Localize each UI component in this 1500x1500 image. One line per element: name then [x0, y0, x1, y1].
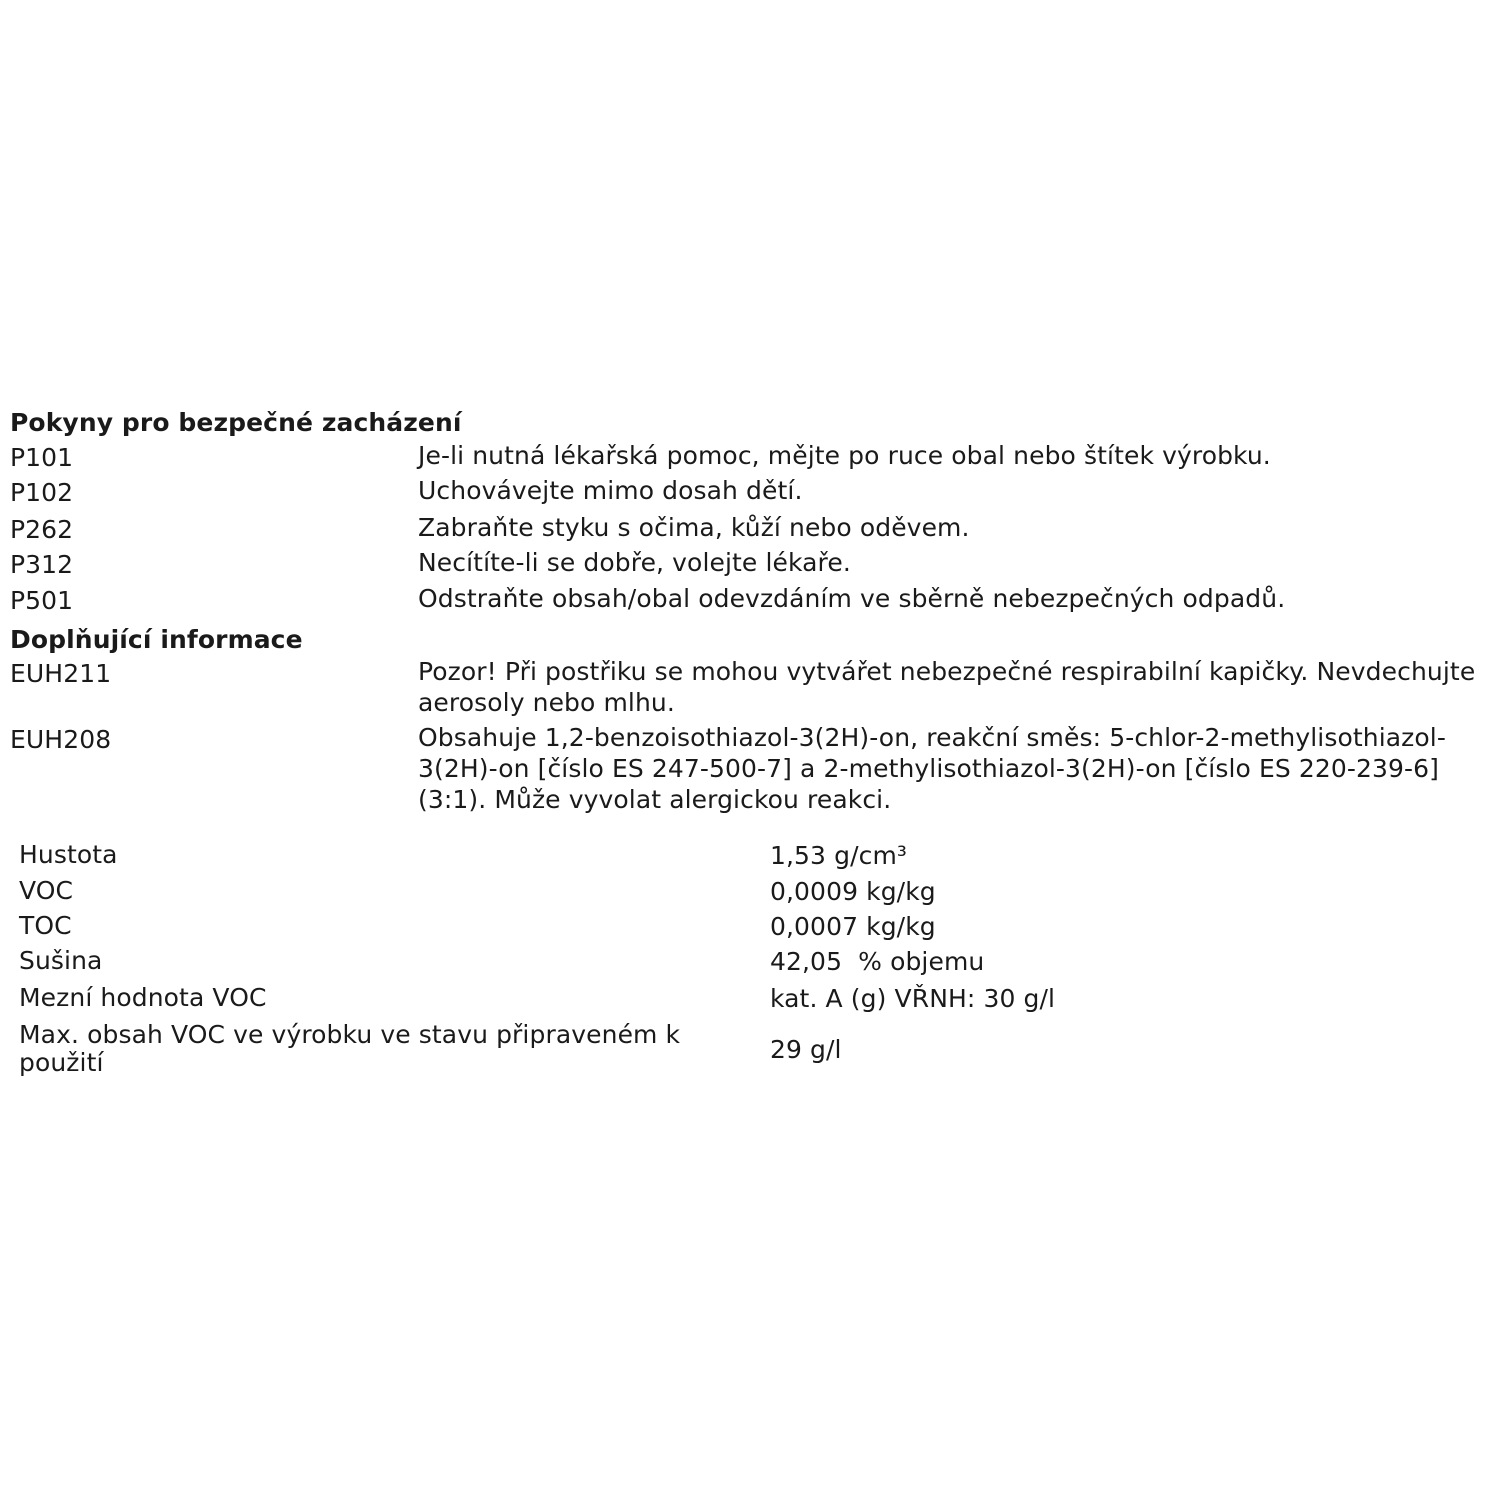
statement-text: Pozor! Při postřiku se mohou vytvářet nebezpečné respirabilní kapičky. Nevdechujte aerosoly nebo mlhu.	[418, 657, 1476, 717]
statement-code: EUH211	[10, 659, 112, 688]
property-value: 42,05 % objemu	[770, 947, 985, 976]
property-label: VOC	[19, 876, 74, 905]
statement-text: Obsahuje 1,2-benzoisothiazol-3(2H)-on, reakční směs: 5-chlor-2-methylisothiazol-3(2H)-on [číslo ES 247-500-7] a 2-methylisothiazol-3(2H)-on [číslo ES 220-239-6] (3:1). Může vyvolat alergickou reakci.	[418, 723, 1446, 814]
statement-code: P101	[10, 443, 74, 472]
property-value: 29 g/l	[770, 1035, 842, 1064]
supplementary-heading: Doplňující informace	[10, 625, 303, 654]
statement-text: Zabraňte styku s očima, kůží nebo oděvem.	[418, 513, 970, 542]
statement-text: Je-li nutná lékařská pomoc, mějte po ruce obal nebo štítek výrobku.	[418, 441, 1271, 470]
statement-text: Odstraňte obsah/obal odevzdáním ve sběrně nebezpečných odpadů.	[418, 584, 1286, 613]
property-value: kat. A (g) VŘNH: 30 g/l	[770, 984, 1056, 1013]
statement-code: EUH208	[10, 725, 112, 754]
property-label: Mezní hodnota VOC	[19, 983, 267, 1012]
property-value: 1,53 g/cm³	[770, 841, 908, 870]
property-value: 0,0009 kg/kg	[770, 877, 936, 906]
property-label: Sušina	[19, 946, 103, 975]
property-value: 0,0007 kg/kg	[770, 912, 936, 941]
property-label: TOC	[19, 911, 72, 940]
statement-text: Uchovávejte mimo dosah dětí.	[418, 476, 803, 505]
precautionary-heading: Pokyny pro bezpečné zacházení	[10, 408, 462, 437]
property-label: Max. obsah VOC ve výrobku ve stavu připraveném k použití	[19, 1020, 681, 1077]
statement-code: P262	[10, 515, 74, 544]
statement-code: P312	[10, 550, 74, 579]
property-label: Hustota	[19, 840, 118, 869]
statement-code: P501	[10, 586, 74, 615]
statement-code: P102	[10, 478, 74, 507]
statement-text: Necítíte-li se dobře, volejte lékaře.	[418, 548, 851, 577]
